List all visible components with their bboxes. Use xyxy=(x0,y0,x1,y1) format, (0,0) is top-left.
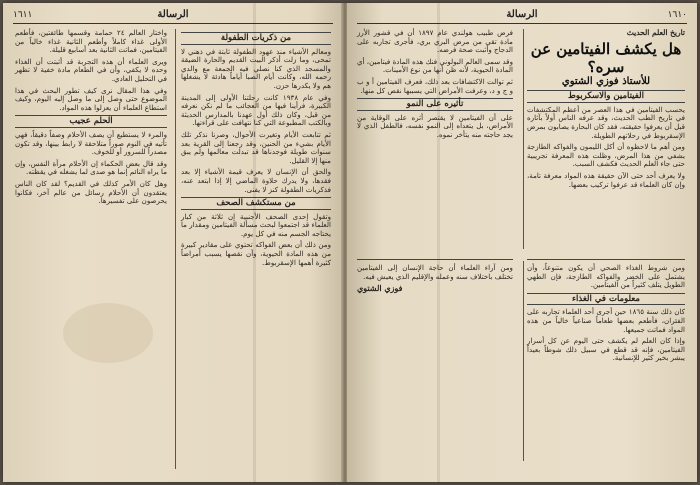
article-title: هل يكشف الفيتامين عن سره؟ xyxy=(530,39,682,76)
right-page-column-left xyxy=(357,29,513,143)
paragraph: والحق أن الإنسان لا يعرف قيمة الأشياء إلا بعد فقدها، ولا يدرك حلاوة الماضي إلا إذا ابتعد عنه، فذكريات الطفولة كنز لا يفنى. xyxy=(181,167,331,194)
left-page xyxy=(3,3,343,482)
left-page-number: ١٦١١ xyxy=(13,10,33,20)
right-page-number: ١٦١٠ xyxy=(667,10,687,20)
paragraph: ثم تتابعت الأيام وتغيرت الأحوال، وصرنا نذكر تلك الأيام بشيء من الحنين، وقد رجعنا إلى القرية بعد سنوات طويلة فوجدناها قد تبدلت معالمها ولم يبق منها إلا القليل. xyxy=(181,129,331,165)
paragraph: ومن شروط الغذاء الصحي أن يكون متنوعاً، وأن يشتمل على الخضر والفواكه الطازجة، فإن الطهي الطويل يتلف كثيراً من الفيتامين. xyxy=(527,263,685,290)
paragraph: يحسب الفيتامين في هذا العصر من أعظم المكتشفات في تاريخ الطب الحديث، وقد عرفه الناس أولاً بآثاره قبل أن يعرفوا حقيقته، فقد كان البحارة يصابون بمرض الإسقربوط في رحلاتهم الطويلة. xyxy=(527,104,685,140)
paragraph: وفي عام ١٩٣٨ كانت رحلتنا الأولى إلى المدينة الكبيرة، فرأينا فيها من العجائب ما لم نكن نعرفه من قبل، وكان ذلك أول عهدنا بالمدارس الحديثة وبالكتب المطبوعة التي كنا نتهافت على قراءتها. xyxy=(181,92,332,128)
right-running-head xyxy=(357,9,687,24)
paragraph: ولا يعرف أحد حتى الآن حقيقة هذه المواد معرفة تامة، وإن كان العلماء قد عرفوا تركيب بعضها. xyxy=(527,170,685,189)
paragraph: وهل كان الأمر كذلك في القديم؟ لقد كان الناس يعتقدون أن الأحلام رسائل من عالم آخر، فكانوا يحرصون على تفسيرها. xyxy=(15,178,167,206)
paragraph: ثم توالت الاكتشافات بعد ذلك، فعرف الفيتامين أ و ب و ج و د، وعرفت الأمراض التي يسببها نقص كل منها. xyxy=(357,76,513,95)
paragraph: وتقول إحدى الصحف الأجنبية إن ثلاثة من كبار العلماء قد اجتمعوا لبحث مسألة الفيتامين ومقدار ما يحتاجه الجسم منه في كل يوم. xyxy=(181,211,331,238)
paragraph: ومن ذلك أن بعض الفواكه تحتوي على مقادير كبيرة من هذه المادة الحيوية، وأن نقصها يسبب أمراضاً كثيرة أهمها الإسقربوط. xyxy=(181,240,331,267)
section-divider xyxy=(527,259,685,260)
paragraph: وقد سمى العالم البولوني فنك هذه المادة فيتامين، أي المادة الحيوية، لأنه ظن أنها من نوع الأمينات. xyxy=(357,56,513,75)
paragraph: فرض طبيب هولندي عام ١٨٩٧ أن في قشور الأرز مادة تقي من مرض البري بري، فأجرى تجاربه على الدجاج وأثبت صحة فرضه. xyxy=(357,28,513,55)
page-fold xyxy=(253,3,256,482)
left-page-column-left xyxy=(15,29,167,209)
left-col-left-subhead: الحلم عجيب xyxy=(15,115,167,128)
bottom-subhead: معلومات في الغذاء xyxy=(527,293,685,306)
paragraph: وإذا كان العلم لم يكشف حتى اليوم عن كل أسرار الفيتامين، فإنه قد قطع في سبيل ذلك شوطاً بعيداً يبشر بخير كثير للإنسانية. xyxy=(527,336,685,363)
column-rule xyxy=(523,261,524,461)
article-kicker: تاريخ العلم الحديث xyxy=(626,28,685,37)
article-signature: فوزي الشتوي xyxy=(357,283,403,294)
left-running-head xyxy=(13,9,333,24)
paragraph: على أن الفيتامين لا يقتصر أثره على الوقاية من الأمراض، بل يتعداه إلى النمو نفسه، فالطفل الذي لا يجد حاجته منه يتأخر نموه. xyxy=(357,112,513,139)
section-divider xyxy=(357,259,513,260)
right-col-left-subhead: تأثيره على النمو xyxy=(357,98,513,111)
right-magazine-name: الرسالة xyxy=(506,9,538,20)
paragraph: ويرى العلماء أن هذه التجربة قد أثبتت أن الغذاء وحده لا يكفي، وأن في الطعام مادة خفية لا تظهر في التحليل العادي. xyxy=(15,56,167,83)
paragraph: ومن آراء العلماء أن حاجة الإنسان إلى الفيتامين تختلف باختلاف سنه وعمله والإقليم الذي يعيش فيه. xyxy=(357,263,513,281)
right-page-lower-left xyxy=(357,255,513,293)
right-page xyxy=(347,3,697,482)
column-rule xyxy=(523,29,524,249)
paper-stain xyxy=(63,303,153,363)
right-col-right-subhead: الفيتامين والاسكربوط xyxy=(527,90,685,103)
left-page-column-right xyxy=(181,29,331,270)
magazine-spread xyxy=(3,3,697,482)
paragraph: واختار العالم ٢٤ حمامة وقسمها طائفتين، فأطعم الأولى غذاء كاملاً وأطعم الثانية غذاء خالياً من الفيتامين، فماتت الثانية بعد أسابيع قليلة. xyxy=(15,28,167,55)
column-rule xyxy=(175,29,176,469)
paragraph: ومعالم الأشياء منذ عهود الطفولة ثابتة في ذهني لا تمحى، وما زلت أذكر البيت القديم والحارة الضيقة والمسجد الذي كنا نصلي فيه الجمعة مع والدي رحمه الله، وكانت أيام الصبا أياماً هادئة لا يشغلها هم ولا يكدرها حزن. xyxy=(181,46,331,90)
page-fold xyxy=(437,3,440,482)
right-page-column-right xyxy=(527,29,685,192)
article-author: للأستاذ فوزي الشتوي xyxy=(561,75,651,87)
paragraph: كان ذلك سنة ١٨٦٥ حين أجرى أحد العلماء تجاربه على الفئران، فأطعم بعضها طعاماً صناعياً خالياً من هذه المواد فماتت جميعها. xyxy=(527,307,685,334)
left-col-right-subhead-2: من مستكشف الصحف xyxy=(181,197,331,210)
left-magazine-name: الرسالة xyxy=(157,9,189,20)
paragraph: وفي هذا المقال نرى كيف تطور البحث في هذا الموضوع حتى وصل إلى ما وصل إليه اليوم، وكيف استطاع العلماء أن يعزلوا هذه المواد. xyxy=(15,85,167,112)
paragraph: ومن أهم ما لاحظوه أن أكل الليمون والفواكه الطازجة يشفي من هذا المرض، وظلت هذه المعرفة تجريبية حتى جاء العلم الحديث فكشف السبب. xyxy=(527,142,685,169)
paragraph: وقد قال بعض الحكماء إن الأحلام مرآة النفس، وإن ما يراه النائم إنما هو صدى لما يشغله في يقظته. xyxy=(15,158,167,177)
paragraph: والمرء لا يستطيع أن يصف الأحلام وصفاً دقيقاً، فهي تأتيه في النوم صوراً متلاحقة لا رابط بينها، وقد تكون مصدراً للسرور أو للخوف. xyxy=(15,129,167,157)
right-page-lower-right xyxy=(527,255,685,366)
left-col-right-subhead: من ذكريات الطفولة xyxy=(181,32,331,45)
